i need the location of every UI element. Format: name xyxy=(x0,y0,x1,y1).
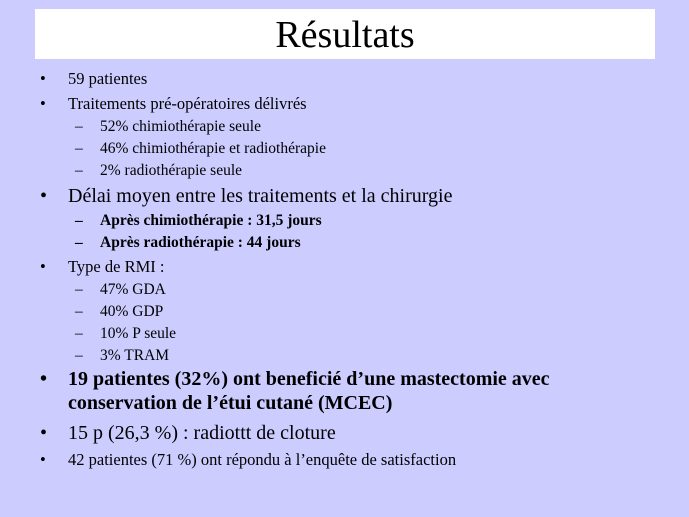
bullet-marker: • xyxy=(40,94,46,113)
bullet-mcec xyxy=(40,367,680,415)
sub-item-after-radio xyxy=(40,232,680,254)
sub-item-text: 10% P seule xyxy=(100,325,177,342)
title-box xyxy=(35,9,655,59)
bullet-text: 15 p (26,3 %) : radiottt de cloture xyxy=(68,422,336,444)
bullet-satisfaction xyxy=(40,447,680,472)
sub-item-text: 3% TRAM xyxy=(100,347,170,364)
dash-marker: – xyxy=(75,347,83,364)
dash-marker: – xyxy=(75,162,83,179)
bullet-text: 42 patientes (71 %) ont répondu à l’enquête de satisfaction xyxy=(68,450,457,469)
bullet-marker: • xyxy=(40,422,48,444)
bullet-patients xyxy=(40,66,680,91)
bullet-marker: • xyxy=(40,257,46,276)
sub-item-chemo-only xyxy=(40,116,680,138)
sub-item-radio-only xyxy=(40,160,680,182)
sub-item-text: Après radiothérapie : 44 jours xyxy=(100,234,301,251)
bullet-text-line2: conservation de l’étui cutané (MCEC) xyxy=(68,392,393,414)
bullet-treatments xyxy=(40,91,680,116)
dash-marker: – xyxy=(75,281,83,298)
bullet-text: Délai moyen entre les traitements et la chirurgie xyxy=(68,185,453,207)
bullet-delay xyxy=(40,182,680,210)
sub-item-text: Après chimiothérapie : 31,5 jours xyxy=(100,212,322,229)
slide-title: Résultats xyxy=(275,14,415,56)
bullet-marker: • xyxy=(40,69,46,88)
bullet-radiotherapy xyxy=(40,419,680,447)
sub-item-text: 40% GDP xyxy=(100,303,164,320)
dash-marker: – xyxy=(75,212,83,229)
bullet-text: Traitements pré-opératoires délivrés xyxy=(68,94,307,113)
bullet-rmi-type xyxy=(40,254,680,279)
bullet-text: Type de RMI : xyxy=(68,257,165,276)
dash-marker: – xyxy=(75,325,83,342)
bullet-marker: • xyxy=(40,368,48,390)
sub-item-chemo-radio xyxy=(40,138,680,160)
sub-item-gdp xyxy=(40,301,680,323)
bullet-list xyxy=(40,66,680,472)
sub-item-tram xyxy=(40,345,680,367)
dash-marker: – xyxy=(75,234,83,251)
dash-marker: – xyxy=(75,140,83,157)
dash-marker: – xyxy=(75,303,83,320)
sub-item-text: 46% chimiothérapie et radiothérapie xyxy=(100,140,326,157)
sub-item-text: 47% GDA xyxy=(100,281,166,298)
bullet-marker: • xyxy=(40,185,48,207)
sub-item-text: 52% chimiothérapie seule xyxy=(100,118,261,135)
sub-item-p-seule xyxy=(40,323,680,345)
bullet-text: 59 patientes xyxy=(68,69,148,88)
dash-marker: – xyxy=(75,118,83,135)
bullet-text-line1: 19 patientes (32%) ont beneficié d’une mastectomie avec xyxy=(68,368,550,390)
sub-item-gda xyxy=(40,279,680,301)
bullet-marker: • xyxy=(40,450,46,469)
sub-item-after-chemo xyxy=(40,210,680,232)
sub-item-text: 2% radiothérapie seule xyxy=(100,162,243,179)
